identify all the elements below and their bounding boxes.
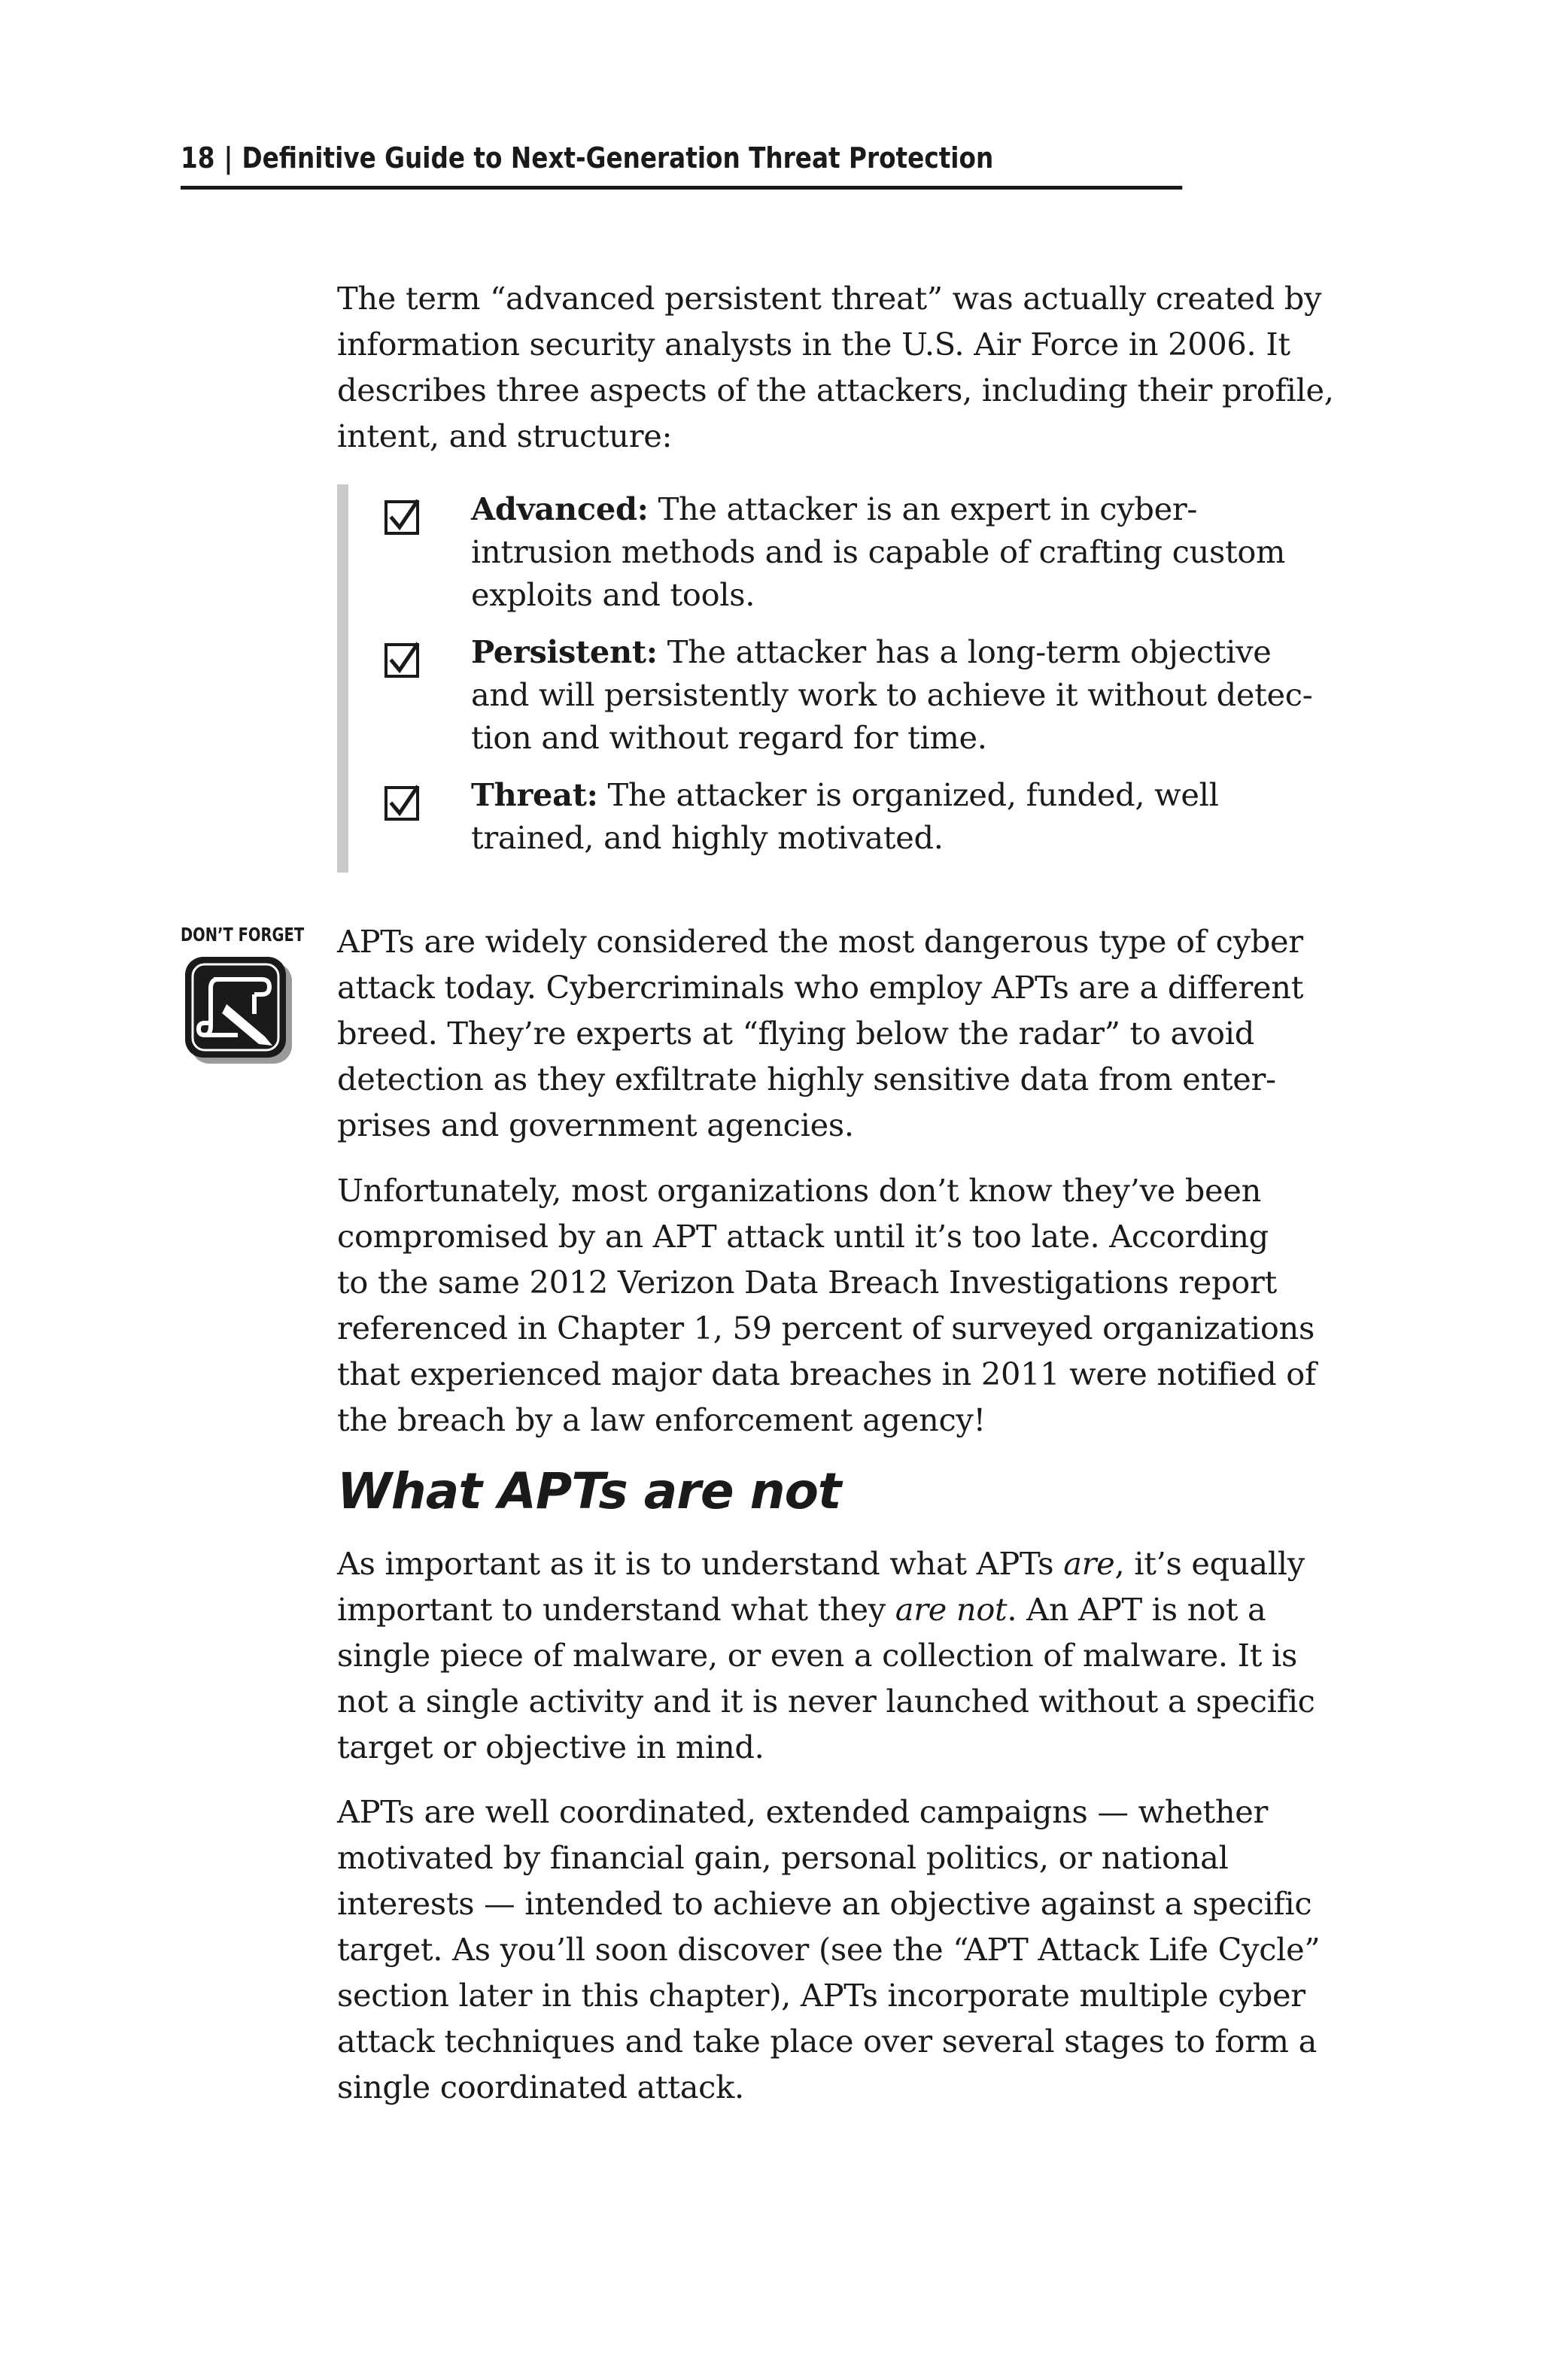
running-header <box>181 135 1182 190</box>
text-line: intent, and structure: <box>337 417 673 454</box>
as-important-paragraph <box>337 1541 1353 1770</box>
text-line: detection as they exfiltrate highly sensitive data from enter- <box>337 1061 1276 1097</box>
checklist-term: Advanced: <box>471 490 649 527</box>
intro-paragraph <box>337 275 1353 459</box>
checkbox-checked-icon <box>384 641 423 680</box>
text-line: the breach by a law enforcement agency! <box>337 1401 986 1438</box>
emphasis: are not <box>895 1591 1008 1628</box>
text-line: Unfortunately, most organizations don’t know they’ve been <box>337 1172 1262 1209</box>
text-line: single coordinated attack. <box>337 2069 744 2105</box>
section-heading: What APTs are not <box>337 1462 841 1520</box>
checklist-side-bar <box>337 484 348 873</box>
checklist-term: Threat: <box>471 776 598 813</box>
coordinated-campaigns-paragraph <box>337 1789 1353 2110</box>
text-line: and will persistently work to achieve it without detec- <box>471 676 1313 713</box>
checklist-item-text <box>471 773 1344 859</box>
text-line: The attacker is organized, funded, well <box>597 776 1219 813</box>
text-line: The attacker has a long-term objective <box>657 633 1272 670</box>
text-line: not a single activity and it is never launched without a specific <box>337 1683 1315 1720</box>
text-line: APTs are widely considered the most dangerous type of cyber <box>337 923 1303 960</box>
text-line: to the same 2012 Verizon Data Breach Investigations report <box>337 1264 1277 1301</box>
text-line: attack today. Cybercriminals who employ APTs are a different <box>337 969 1304 1006</box>
scroll-pen-icon <box>184 954 296 1067</box>
margin-icon-label: DON’T FORGET <box>181 924 305 946</box>
checkbox-checked-icon <box>384 784 423 823</box>
text-line: exploits and tools. <box>471 576 755 613</box>
text-line: As important as it is to understand what APTs <box>337 1545 1064 1582</box>
text-line: important to understand what they <box>337 1591 895 1628</box>
text-line: breed. They’re experts at “flying below the radar” to avoid <box>337 1015 1254 1052</box>
text-line: information security analysts in the U.S. Air Force in 2006. It <box>337 326 1290 363</box>
book-title: Definitive Guide to Next-Generation Threat Protection <box>242 141 994 175</box>
text-line: The term “advanced persistent threat” was actually created by <box>337 280 1322 317</box>
header-separator: | <box>223 141 233 175</box>
unfortunately-paragraph <box>337 1167 1353 1443</box>
checklist-item-text <box>471 630 1344 759</box>
text-line: motivated by financial gain, personal politics, or national <box>337 1839 1229 1876</box>
text-line: intrusion methods and is capable of crafting custom <box>471 533 1286 570</box>
text-line: section later in this chapter), APTs incorporate multiple cyber <box>337 1977 1305 2014</box>
text-line: compromised by an APT attack until it’s too late. According <box>337 1218 1269 1255</box>
text-line: , it’s equally <box>1114 1545 1305 1582</box>
text-line: interests — intended to achieve an objective against a specific <box>337 1885 1312 1922</box>
page-number: 18 <box>181 141 215 175</box>
checkbox-checked-icon <box>384 498 423 537</box>
text-line: . An APT is not a <box>1007 1591 1266 1628</box>
text-line: The attacker is an expert in cyber- <box>648 490 1198 527</box>
text-line: describes three aspects of the attackers, including their profile, <box>337 372 1334 408</box>
text-line: trained, and highly motivated. <box>471 819 944 856</box>
text-line: attack techniques and take place over several stages to form a <box>337 2023 1318 2060</box>
checklist-term: Persistent: <box>471 633 658 670</box>
text-line: single piece of malware, or even a collection of malware. It is <box>337 1637 1297 1674</box>
apts-dangerous-paragraph <box>337 918 1353 1148</box>
text-line: prises and government agencies. <box>337 1107 854 1143</box>
emphasis: are <box>1063 1545 1115 1582</box>
checklist-item-text <box>471 487 1344 616</box>
text-line: target or objective in mind. <box>337 1729 764 1765</box>
text-line: that experienced major data breaches in 2011 were notified of <box>337 1355 1317 1392</box>
text-line: tion and without regard for time. <box>471 719 987 756</box>
text-line: APTs are well coordinated, extended campaigns — whether <box>337 1793 1269 1830</box>
checklist <box>337 484 1353 873</box>
dont-forget-margin-icon <box>181 924 305 1067</box>
text-line: referenced in Chapter 1, 59 percent of surveyed organizations <box>337 1310 1315 1346</box>
text-line: target. As you’ll soon discover (see the “APT Attack Life Cycle” <box>337 1931 1321 1968</box>
